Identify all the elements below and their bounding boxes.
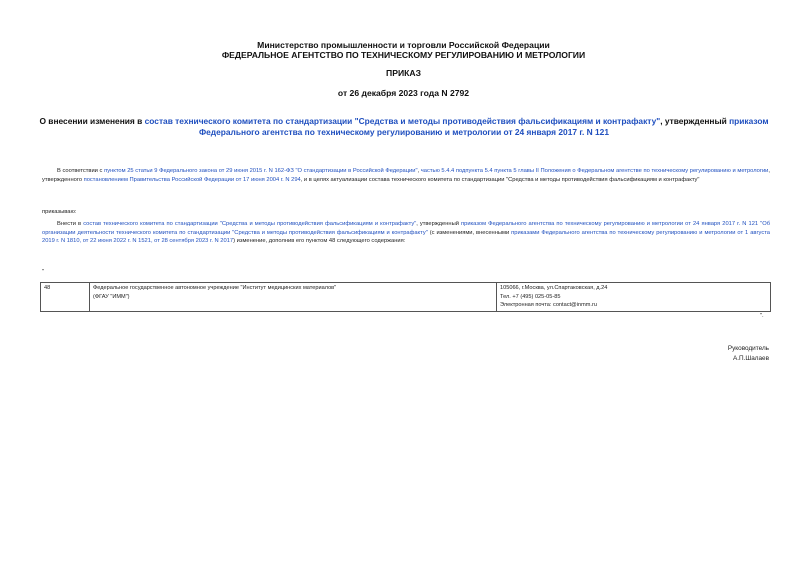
para1-text-1: В соответствии с bbox=[57, 168, 105, 174]
para1-text-2: , bbox=[417, 168, 421, 174]
row-number: 48 bbox=[41, 283, 90, 312]
close-quote: ". bbox=[760, 313, 764, 319]
address: 105066, г.Москва, ул.Спартаковская, д.24 bbox=[500, 285, 608, 291]
organization-name: Федеральное государственное автономное учреждение "Институт медицинских материалов" bbox=[93, 285, 337, 291]
para2-text-4: ) изменение, дополнив его пунктом 48 следующего содержания: bbox=[233, 238, 406, 245]
signatory-position: Руководитель bbox=[727, 345, 769, 352]
doc-type: ПРИКАЗ bbox=[386, 68, 421, 78]
para1-text-4: , и в целях актуализации состава технического комитета по стандартизации "Средства и методы противодействия фальсификациям и контрафакту" bbox=[300, 176, 700, 183]
agency-name: ФЕДЕРАЛЬНОЕ АГЕНТСТВО ПО ТЕХНИЧЕСКОМУ РЕГУЛИРОВАНИЮ И МЕТРОЛОГИИ bbox=[221, 50, 586, 60]
organization-short-name: (ФГАУ "ИММ") bbox=[93, 293, 130, 300]
title-text-1: О внесении изменения в bbox=[39, 116, 145, 126]
phone: Тел. +7 (495) 025-05-85 bbox=[500, 293, 561, 300]
link-regulation-clause[interactable]: частью 5.4.4 подпункта 5.4 пункта 5 главы II Положения о Федеральном агентстве по техническому регулированию и метрологии bbox=[420, 168, 769, 174]
open-quote: " bbox=[42, 269, 45, 275]
title-text-2: , утвержденный bbox=[660, 116, 730, 126]
link-order-121-full[interactable]: приказом Федерального агентства по техническому регулированию и метрологии от 24 января 2017 г. N 121 "Об организации деятельности технического комитета по стандартизации "Средства и методы противодействия фальсификациям и контрафакту" bbox=[42, 221, 770, 236]
contacts-cell bbox=[497, 283, 771, 312]
committee-member-table bbox=[40, 282, 771, 312]
order-word: приказываю: bbox=[42, 209, 77, 215]
link-government-decree[interactable]: постановлением Правительства Российской Федерации от 17 июня 2004 г. N 294 bbox=[83, 176, 301, 183]
organization-cell bbox=[90, 283, 497, 312]
preamble-paragraph bbox=[42, 167, 770, 184]
signatory-name: А.П.Шалаев bbox=[732, 355, 769, 362]
document-title bbox=[30, 116, 778, 138]
para2-text-3: (с изменениями, внесенными bbox=[427, 229, 512, 236]
para2-text-2: , утвержденный bbox=[416, 221, 462, 227]
amendment-paragraph bbox=[42, 220, 770, 246]
ministry-name: Министерство промышленности и торговли Российской Федерации bbox=[257, 40, 550, 50]
link-committee-composition[interactable]: состав технического комитета по стандартизации "Средства и методы противодействия фальсификациям и контрафакту" bbox=[83, 221, 417, 227]
link-federal-law[interactable]: пунктом 25 статьи 9 Федерального закона от 29 июня 2015 г. N 162-ФЗ "О стандартизации в Российской Федерации" bbox=[104, 168, 418, 174]
link-amending-orders[interactable]: приказами Федерального агентства по техническому регулированию и метрологии от 1 августа 2019 г. N 1810, от 22 июня 2022 г. N 1521, от 28 сентября 2023 г. N 2017 bbox=[42, 229, 770, 245]
para2-text-1: Внести в bbox=[57, 221, 84, 227]
table-row bbox=[41, 283, 771, 312]
doc-date: от 26 декабря 2023 года N 2792 bbox=[337, 88, 470, 98]
email: Электронная почта: contact@inmm.ru bbox=[500, 302, 597, 309]
para1-text-3: , утвержденного bbox=[42, 168, 770, 183]
title-link-order-121[interactable]: приказом Федерального агентства по техническому регулированию и метрологии от 24 января 2017 г. N 121 bbox=[198, 116, 769, 137]
title-link-committee[interactable]: состав технического комитета по стандартизации "Средства и методы противодействия фальсификациям и контрафакту" bbox=[144, 116, 661, 126]
